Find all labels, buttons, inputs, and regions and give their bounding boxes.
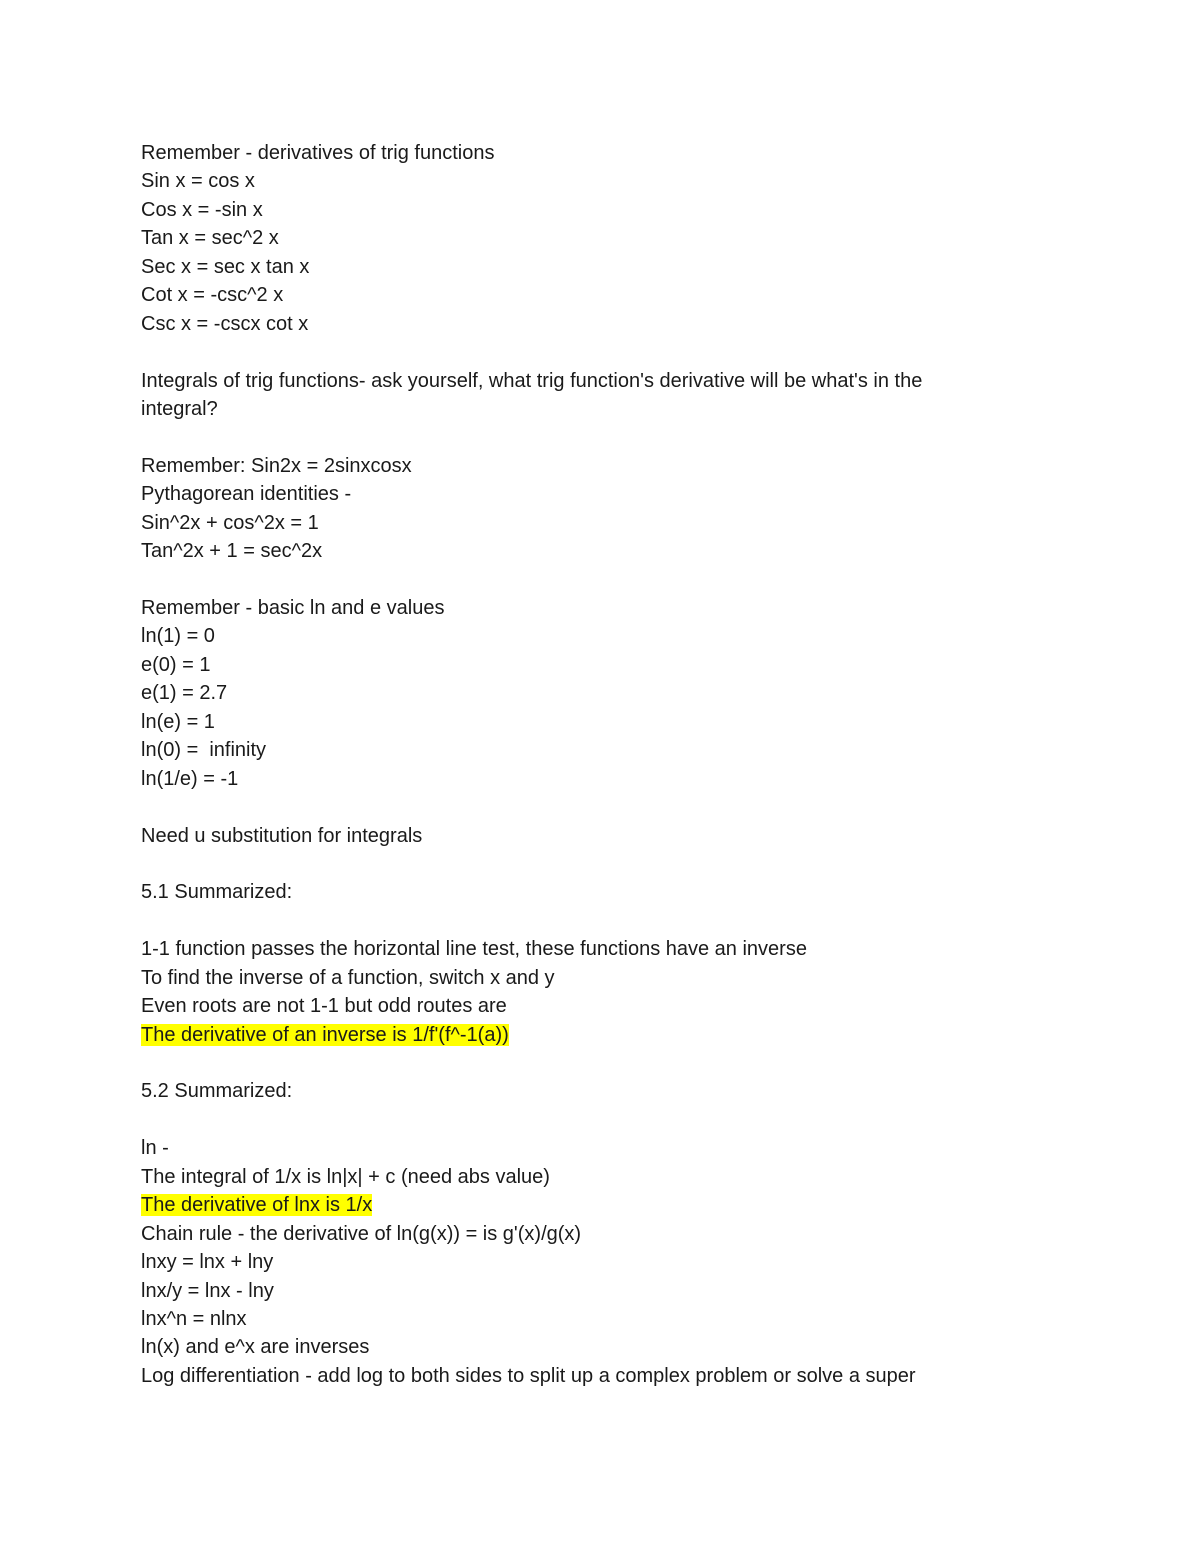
document-page <box>141 139 1041 1390</box>
ln-e-value: ln(1) = 0 <box>141 625 215 648</box>
section-5-2-item: ln(x) and e^x are inverses <box>141 1336 370 1359</box>
pythagorean-identity-1: Sin^2x + cos^2x = 1 <box>141 511 319 534</box>
spacer <box>141 850 1041 878</box>
spacer <box>141 338 1041 366</box>
section-5-1-highlight-line <box>141 1021 1041 1049</box>
trig-integrals-line-1: Integrals of trig functions- ask yourself, what trig function's derivative will be what's in the <box>141 369 923 392</box>
ln-e-value: e(1) = 2.7 <box>141 682 228 705</box>
ln-integral-line: The integral of 1/x is ln|x| + c (need abs value) <box>141 1165 550 1188</box>
spacer <box>141 907 1041 935</box>
trig-derivative-cot: Cot x = -csc^2 x <box>141 284 284 307</box>
ln-e-value: e(0) = 1 <box>141 653 211 676</box>
section-5-2-item: lnx/y = lnx - lny <box>141 1279 274 1302</box>
spacer <box>141 1106 1041 1134</box>
spacer <box>141 1049 1041 1077</box>
section-5-2-item: Log differentiation - add log to both sides to split up a complex problem or solve a super <box>141 1364 916 1387</box>
u-substitution-note: Need u substitution for integrals <box>141 824 423 847</box>
ln-e-heading: Remember - basic ln and e values <box>141 597 445 619</box>
pythagorean-heading: Pythagorean identities - <box>141 483 352 506</box>
section-5-2-item: lnxy = lnx + lny <box>141 1251 274 1274</box>
trig-derivative-sin: Sin x = cos x <box>141 170 255 193</box>
pythagorean-identity-2: Tan^2x + 1 = sec^2x <box>141 540 323 563</box>
trig-derivative-csc: Csc x = -cscx cot x <box>141 312 309 335</box>
highlighted-text: The derivative of lnx is 1/x <box>141 1194 373 1217</box>
section-5-1-item: Even roots are not 1-1 but odd routes are <box>141 995 507 1018</box>
spacer <box>141 793 1041 821</box>
spacer <box>141 423 1041 451</box>
trig-integrals-line-2: integral? <box>141 397 218 420</box>
ln-e-value: ln(1/e) = -1 <box>141 767 239 790</box>
spacer <box>141 566 1041 594</box>
section-5-1-item: To find the inverse of a function, switch x and y <box>141 966 555 989</box>
section-5-2-item: lnx^n = nlnx <box>141 1307 247 1330</box>
trig-derivative-tan: Tan x = sec^2 x <box>141 227 279 250</box>
highlighted-text: The derivative of an inverse is 1/f'(f^-1(a)) <box>141 1023 509 1046</box>
trig-derivative-cos: Cos x = -sin x <box>141 198 263 221</box>
section-5-2-heading: 5.2 Summarized: <box>141 1080 293 1103</box>
double-angle-identity: Remember: Sin2x = 2sinxcosx <box>141 454 412 477</box>
section-5-2-highlight-line <box>141 1191 1041 1219</box>
ln-label: ln - <box>141 1137 169 1160</box>
ln-e-value: ln(e) = 1 <box>141 710 215 733</box>
section-5-1-heading: 5.1 Summarized: <box>141 881 293 904</box>
section-5-2-item: Chain rule - the derivative of ln(g(x)) = is g'(x)/g(x) <box>141 1222 582 1245</box>
ln-e-value: ln(0) = infinity <box>141 739 267 762</box>
section-5-1-item: 1-1 function passes the horizontal line test, these functions have an inverse <box>141 938 807 961</box>
trig-derivatives-heading: Remember - derivatives of trig functions <box>141 142 495 164</box>
trig-derivative-sec: Sec x = sec x tan x <box>141 255 310 278</box>
